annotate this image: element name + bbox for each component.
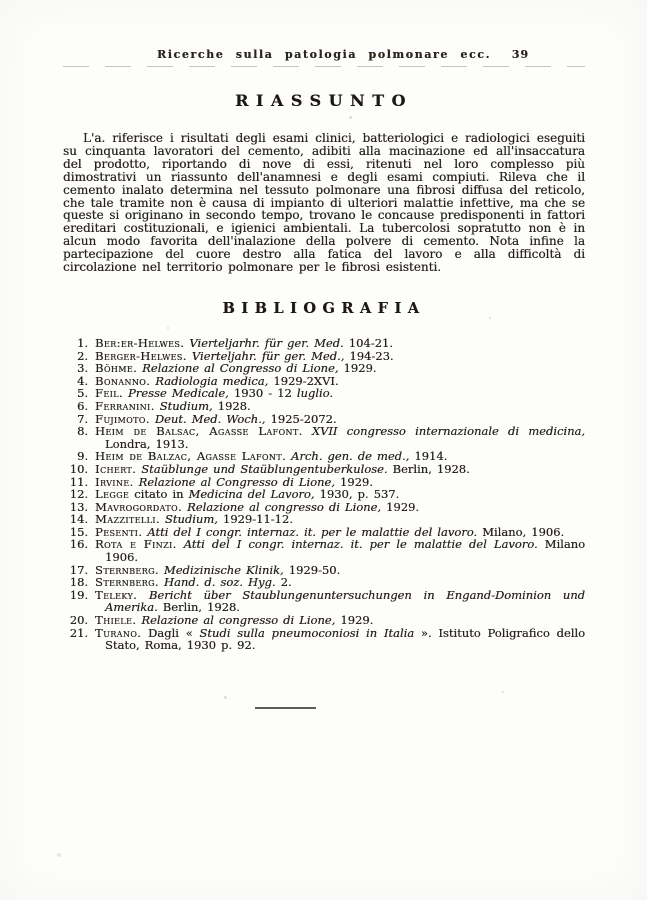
bib-entry-number: 6. (77, 398, 88, 413)
scan-speck (57, 853, 61, 857)
bib-entry-text: Mavrogordato. Relazione al congresso di Lione, 1929. (95, 499, 419, 514)
bib-entry-text: Heim de Balzac, Agasse Lafont. Arch. gen. de med., 1914. (95, 449, 448, 464)
bib-entry-text: Fujimoto. Deut. Med. Woch., 1925-2072. (95, 411, 337, 426)
bib-entry-number: 19. (69, 587, 88, 602)
bib-entry-text: Pesenti. Atti del I congr. internaz. it. per le malattie del lavoro. Milano, 1906. (95, 524, 565, 539)
bib-entry-text: Ber:er-Helwes. Vierteljarhr. für ger. Med. 104-21. (95, 335, 393, 350)
scan-speck (349, 116, 352, 119)
bib-entry-number: 4. (77, 373, 88, 388)
scan-speck (489, 317, 491, 319)
bib-entry-text: Böhme. Relazione al Congresso di Lione, 1929. (95, 361, 377, 376)
bibliografia-list (63, 337, 585, 652)
bib-entry-text: Legge citato in Medicina del Lavoro, 1930, p. 537. (95, 487, 400, 502)
bib-entry-number: 1. (77, 335, 88, 350)
bib-entry-number: 15. (69, 524, 88, 539)
bib-entry-text: Mazzitelli. Studium, 1929-11-12. (95, 512, 293, 527)
bib-entry (63, 425, 585, 450)
bibliografia-title: BIBLIOGRAFIA (222, 299, 426, 317)
bib-entry-number: 13. (69, 499, 88, 514)
bib-entry-text: Feil. Presse Medicale, 1930 - 12 luglio. (95, 386, 333, 401)
scan-speck (167, 327, 169, 329)
bib-entry-text: Thiele. Relazione al congresso di Lione, 1929. (95, 613, 374, 628)
bib-entry-number: 17. (69, 562, 88, 577)
bib-entry-text: Irvine. Relazione al Congresso di Lione, 1929. (95, 474, 373, 489)
scan-speck (502, 691, 504, 693)
bib-entry-number: 7. (77, 411, 88, 426)
riassunto-title: RIASSUNTO (235, 91, 413, 110)
bib-entry-text: Sternberg. Hand. d. soz. Hyg. 2. (95, 575, 292, 590)
bib-entry-number: 10. (69, 461, 88, 476)
bib-entry-text: Heim de Balsac, Agasse Lafont. XVII congresso internazionale di medicina, Londra, 1913. (95, 424, 585, 451)
bib-entry-text: Teleky. Bericht über Staublungenuntersuchungen in Engand-Dominion und Amerika. Berlin, 1928. (95, 587, 585, 615)
end-divider (255, 707, 316, 709)
bib-entry-text: Turano. Dagli « Studi sulla pneumoconiosi in Italia ». Istituto Poligrafico dello Stato, Roma, 1930 p. 92. (95, 625, 586, 653)
bib-entry (63, 589, 585, 614)
bib-entry-number: 12. (69, 487, 88, 502)
bib-entry-number: 21. (69, 625, 88, 640)
page-number: 39 (511, 48, 529, 61)
bib-entry-text: Rota e Finzi. Atti del I congr. internaz. it. per le malattie del Lavoro. Milano 1906. (95, 537, 586, 565)
riassunto-paragraph: L'a. riferisce i risultati degli esami clinici, batteriologici e radiologici eseguiti su cinquanta lavoratori del cemento, adibiti alla macinazione ed all'insaccatura del prodotto, riportando di nove di essi, ritenuti nel loro complesso più dimostrativi un riassunto dell'anamnesi e degli esami compiuti. Rileva che il cemento inalato determina nel tessuto polmonare una fibrosi diffusa del reticolo, che tale tramite non è causa di impianto di ulteriori malattie infettive, ma che se queste si originano in secondo tempo, trovano le concause predisponenti in fattori ereditari costituzionali, e igienici ambientali. La tubercolosi sopratutto non è in alcun modo favorita dell'inalazione della polvere di cemento. Nota infine la partecipazione del cuore destro alla fatica del lavoro e alla difficoltà di circolazione nel territorio polmonare per le fibrosi esistenti. (63, 131, 586, 275)
bib-entry-text: Ichert. Staüblunge und Staüblungentuberkulose. Berlin, 1928. (95, 461, 470, 476)
bib-entry-text: Ferranini. Studium, 1928. (95, 398, 251, 413)
bib-entry-number: 8. (77, 424, 88, 439)
bib-entry-number: 14. (69, 512, 88, 527)
bib-entry (63, 538, 585, 563)
bib-entry-text: Berger-Helwes. Vierteljahr. für ger. Med., 194-23. (95, 348, 394, 363)
bib-entry (63, 627, 585, 652)
bib-entry-number: 11. (69, 474, 88, 489)
page-header (63, 48, 585, 61)
bib-entry-number: 18. (69, 575, 88, 590)
bib-entry-number: 2. (77, 348, 88, 363)
bib-entry-number: 3. (77, 361, 88, 376)
running-title: Ricerche sulla patologia polmonare ecc. (157, 48, 491, 61)
page-content (63, 0, 585, 652)
bib-entry-text: Sternberg. Medizinische Klinik, 1929-50. (95, 562, 341, 577)
scan-speck (224, 696, 227, 699)
bib-entry-number: 20. (69, 613, 88, 628)
bib-entry-number: 9. (77, 449, 88, 464)
bib-entry-text: Bonanno. Radiologia medica, 1929-2XVI. (95, 373, 339, 388)
bib-entry-number: 16. (69, 537, 88, 552)
bib-entry-number: 5. (77, 386, 88, 401)
header-divider (63, 66, 585, 67)
